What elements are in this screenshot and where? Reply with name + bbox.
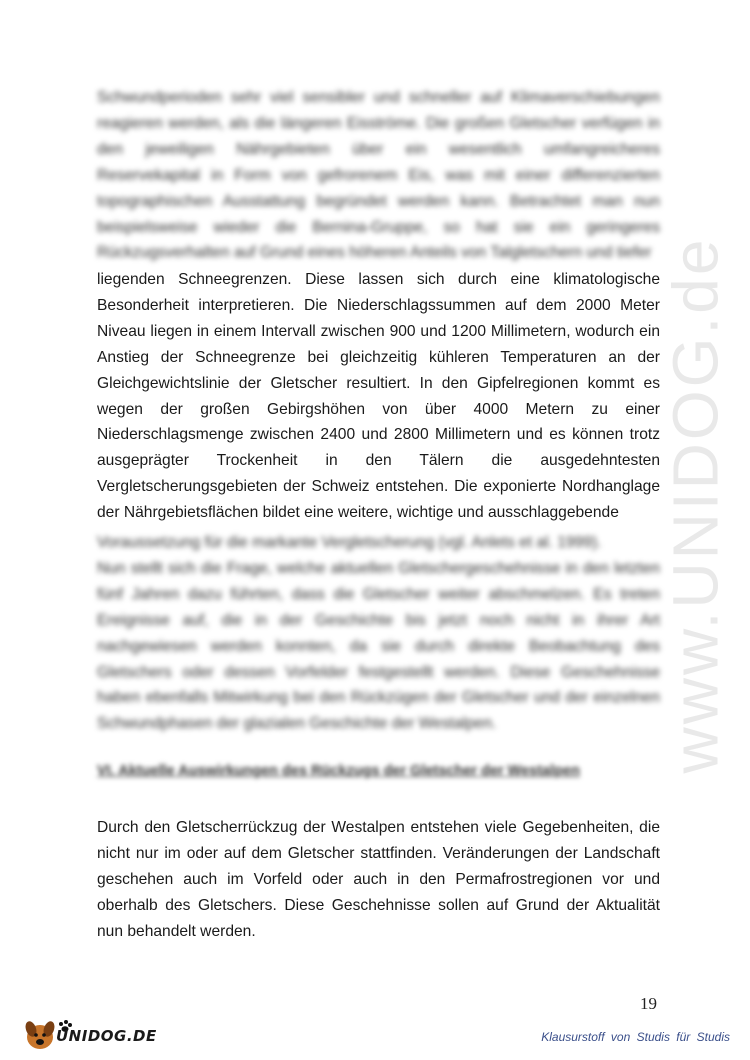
text-line: Vergletscherungsgebieten der Schweiz entstehen. Die exponierte Nordhanglage: [97, 478, 660, 496]
text-line: nicht nur im oder auf dem Gletscher stattfinden. Veränderungen der Landschaft: [97, 844, 660, 862]
text-line: Schwundphasen der glazialen Geschichte der Westalpen.: [97, 715, 497, 733]
text-line: Rückzugsverhalten auf Grund eines höheren Anteils von Talgletschern und tiefer: [97, 244, 652, 262]
text-line: Schwundperioden sehr viel sensibler und schneller auf Klimaverschiebungen: [97, 89, 660, 106]
final-paragraph: [97, 815, 660, 945]
text-line: fünf Jahren dazu führten, dass die Gletscher weiter abschmelzen. Es treten: [97, 585, 660, 603]
text-line: Nun stellt sich die Frage, welche aktuellen Gletschergeschehnisse in den letzten: [97, 559, 660, 577]
text-line: topographischen Ausstattung begründet werden kann. Betrachtet man nun: [97, 192, 660, 210]
text-line: reagieren werden, als die längeren Eisströme. Die großen Gletscher verfügen in: [97, 114, 660, 132]
blurred-paragraph-bottom: [97, 530, 660, 737]
visible-paragraph: [97, 267, 660, 526]
text-line: den jeweiligen Nährgebieten über ein wesentlich umfangreicheres: [97, 140, 660, 158]
text-line: haben ebenfalls Mitwirkung bei den Rückzügen der Gletscher und der einzelnen: [97, 689, 660, 707]
text-line: ausgeprägter Trockenheit in den Tälern die ausgedehntesten: [97, 452, 660, 470]
text-line: Ereignisse auf, die in der Geschichte bis jetzt noch nicht in ihrer Art: [97, 611, 660, 629]
text-line: Gletschers oder dessen Vorfelder festgestellt werden. Diese Geschehnisse: [97, 663, 660, 681]
watermark: [659, 236, 731, 774]
blurred-paragraph-top: [97, 85, 660, 266]
text-line: geschehen auch im Vorfeld oder auch in den Permafrostregionen vor und: [97, 870, 660, 888]
text-line: Reservekapital in Form von gefrorenem Eis, was mit einer differenzierten: [97, 166, 660, 184]
section-heading: VI. Aktuelle Auswirkungen des Rückzugs der Gletscher der Westalpen: [97, 763, 580, 779]
text-line: beispielsweise wieder die Bernina-Gruppe, so hat sie ein geringeres: [97, 218, 660, 236]
text-line: oberhalb des Gletschers. Diese Geschehnisse sollen auf Grund der Aktualität: [97, 896, 660, 914]
watermark-text: www.UNIDOG.de: [659, 236, 731, 774]
text-line: Anstieg der Schneegrenze bei gleichzeitig kühleren Temperaturen an der: [97, 348, 660, 366]
text-line: Niederschlagsmenge zwischen 2400 und 2800 Millimetern und es können trotz: [97, 426, 660, 444]
text-line: nachgewiesen werden konnten, da sie durch direkte Beobachtung des: [97, 637, 660, 655]
text-line: Besonderheit interpretieren. Die Niederschlagssummen auf dem 2000 Meter: [97, 296, 660, 314]
page-number: 19: [640, 994, 657, 1013]
text-line: wegen der großen Gebirgshöhen von über 4000 Metern zu einer: [97, 400, 660, 418]
text-line: Gleichgewichtslinie der Gletscher resultiert. In den Gipfelregionen kommt es: [97, 374, 660, 392]
text-line: Durch den Gletscherrückzug der Westalpen entstehen viele Gegebenheiten, die: [97, 819, 660, 836]
text-line: Voraussetzung für die markante Vergletscherung (vgl. Anlets et al. 1999).: [97, 534, 602, 551]
text-line: der Nährgebietsflächen bildet eine weitere, wichtige und ausschlaggebende: [97, 504, 619, 522]
text-line: Niveau liegen in einem Intervall zwischen 900 und 1200 Millimetern, wodurch ein: [97, 322, 660, 340]
logo-text: UNIDOG.DE: [56, 1027, 157, 1045]
text-line: liegenden Schneegrenzen. Diese lassen sich durch eine klimatologische: [97, 271, 660, 288]
footer-slogan: Klausurstoff von Studis für Studis: [541, 1030, 730, 1044]
text-line: nun behandelt werden.: [97, 922, 256, 940]
